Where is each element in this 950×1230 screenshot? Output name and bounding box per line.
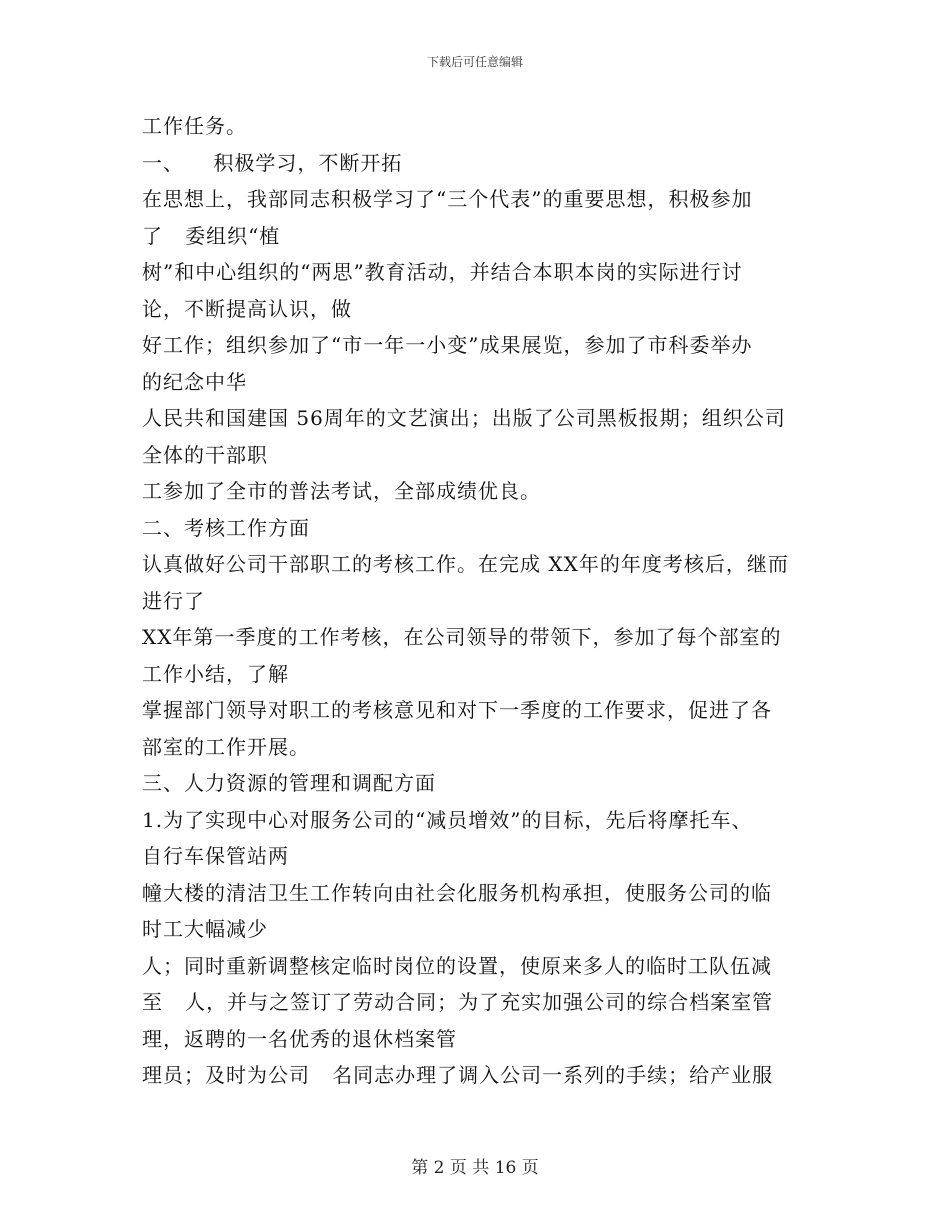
text-line: XX年第一季度的工作考核，在公司领导的带领下，参加了每个部室的 — [142, 625, 782, 649]
text-line: 幢大楼的清洁卫生工作转向由社会化服务机构承担，使服务公司的临 — [142, 880, 772, 905]
page-header-note: 下载后可任意编辑 — [426, 55, 523, 69]
section-heading: 三、人力资源的管理和调配方面 — [142, 771, 436, 795]
section-heading: 二、考核工作方面 — [142, 515, 310, 540]
text-line: 掌握部门领导对职工的考核意见和对下一季度的工作要求，促进了各 — [142, 698, 772, 722]
text-line: 工参加了全市的普法考试，全部成绩优良。 — [142, 479, 541, 503]
text-line: 工作任务。 — [142, 114, 247, 138]
text-line: 一、 积极学习，不断开拓 — [142, 150, 403, 175]
text-line: 在思想上，我部同志积极学习了“三个代表”的重要思想，积极参加 — [142, 187, 753, 211]
text-line: 理，返聘的一名优秀的退休档案管 — [142, 1026, 457, 1051]
text-line: 理员；及时为公司 名同志办理了调入公司一系列的手续；给产业服 — [142, 1063, 774, 1087]
text-line: 认真做好公司干部职工的考核工作。在完成 XX年的年度考核后，继而 — [142, 552, 789, 576]
text-line: 人民共和国建国 56周年的文艺演出；出版了公司黑板报期；组织公司 — [142, 406, 786, 430]
text-line: 1.为了实现中心对服务公司的“减员增效”的目标，先后将摩托车、 — [142, 807, 753, 832]
text-line: 自行车保管站两 — [142, 844, 289, 868]
text-line: 全体的干部职 — [142, 442, 268, 467]
text-line: 的纪念中华 — [142, 369, 247, 394]
text-line: 人；同时重新调整核定临时岗位的设置，使原来多人的临时工队伍减 — [142, 953, 772, 978]
text-line: 部室的工作开展。 — [142, 734, 310, 759]
text-line: 了 委组织“植 — [142, 223, 281, 248]
text-line: 进行了 — [142, 588, 205, 613]
page-number: 第 2 页 共 16 页 — [411, 1158, 539, 1178]
text-line: 好工作；组织参加了“市一年一小变”成果展览，参加了市科委举办 — [142, 333, 753, 357]
text-line: 时工大幅减少 — [142, 917, 268, 941]
text-line: 论，不断提高认识，做 — [142, 296, 352, 321]
text-line: 至 人，并与之签订了劳动合同；为了充实加强公司的综合档案室管 — [142, 990, 774, 1014]
document-body — [142, 108, 822, 1094]
text-line: 工作小结，了解 — [142, 661, 289, 686]
text-line: 树”和中心组织的“两思”教育活动，并结合本职本岗的实际进行讨 — [142, 260, 743, 284]
